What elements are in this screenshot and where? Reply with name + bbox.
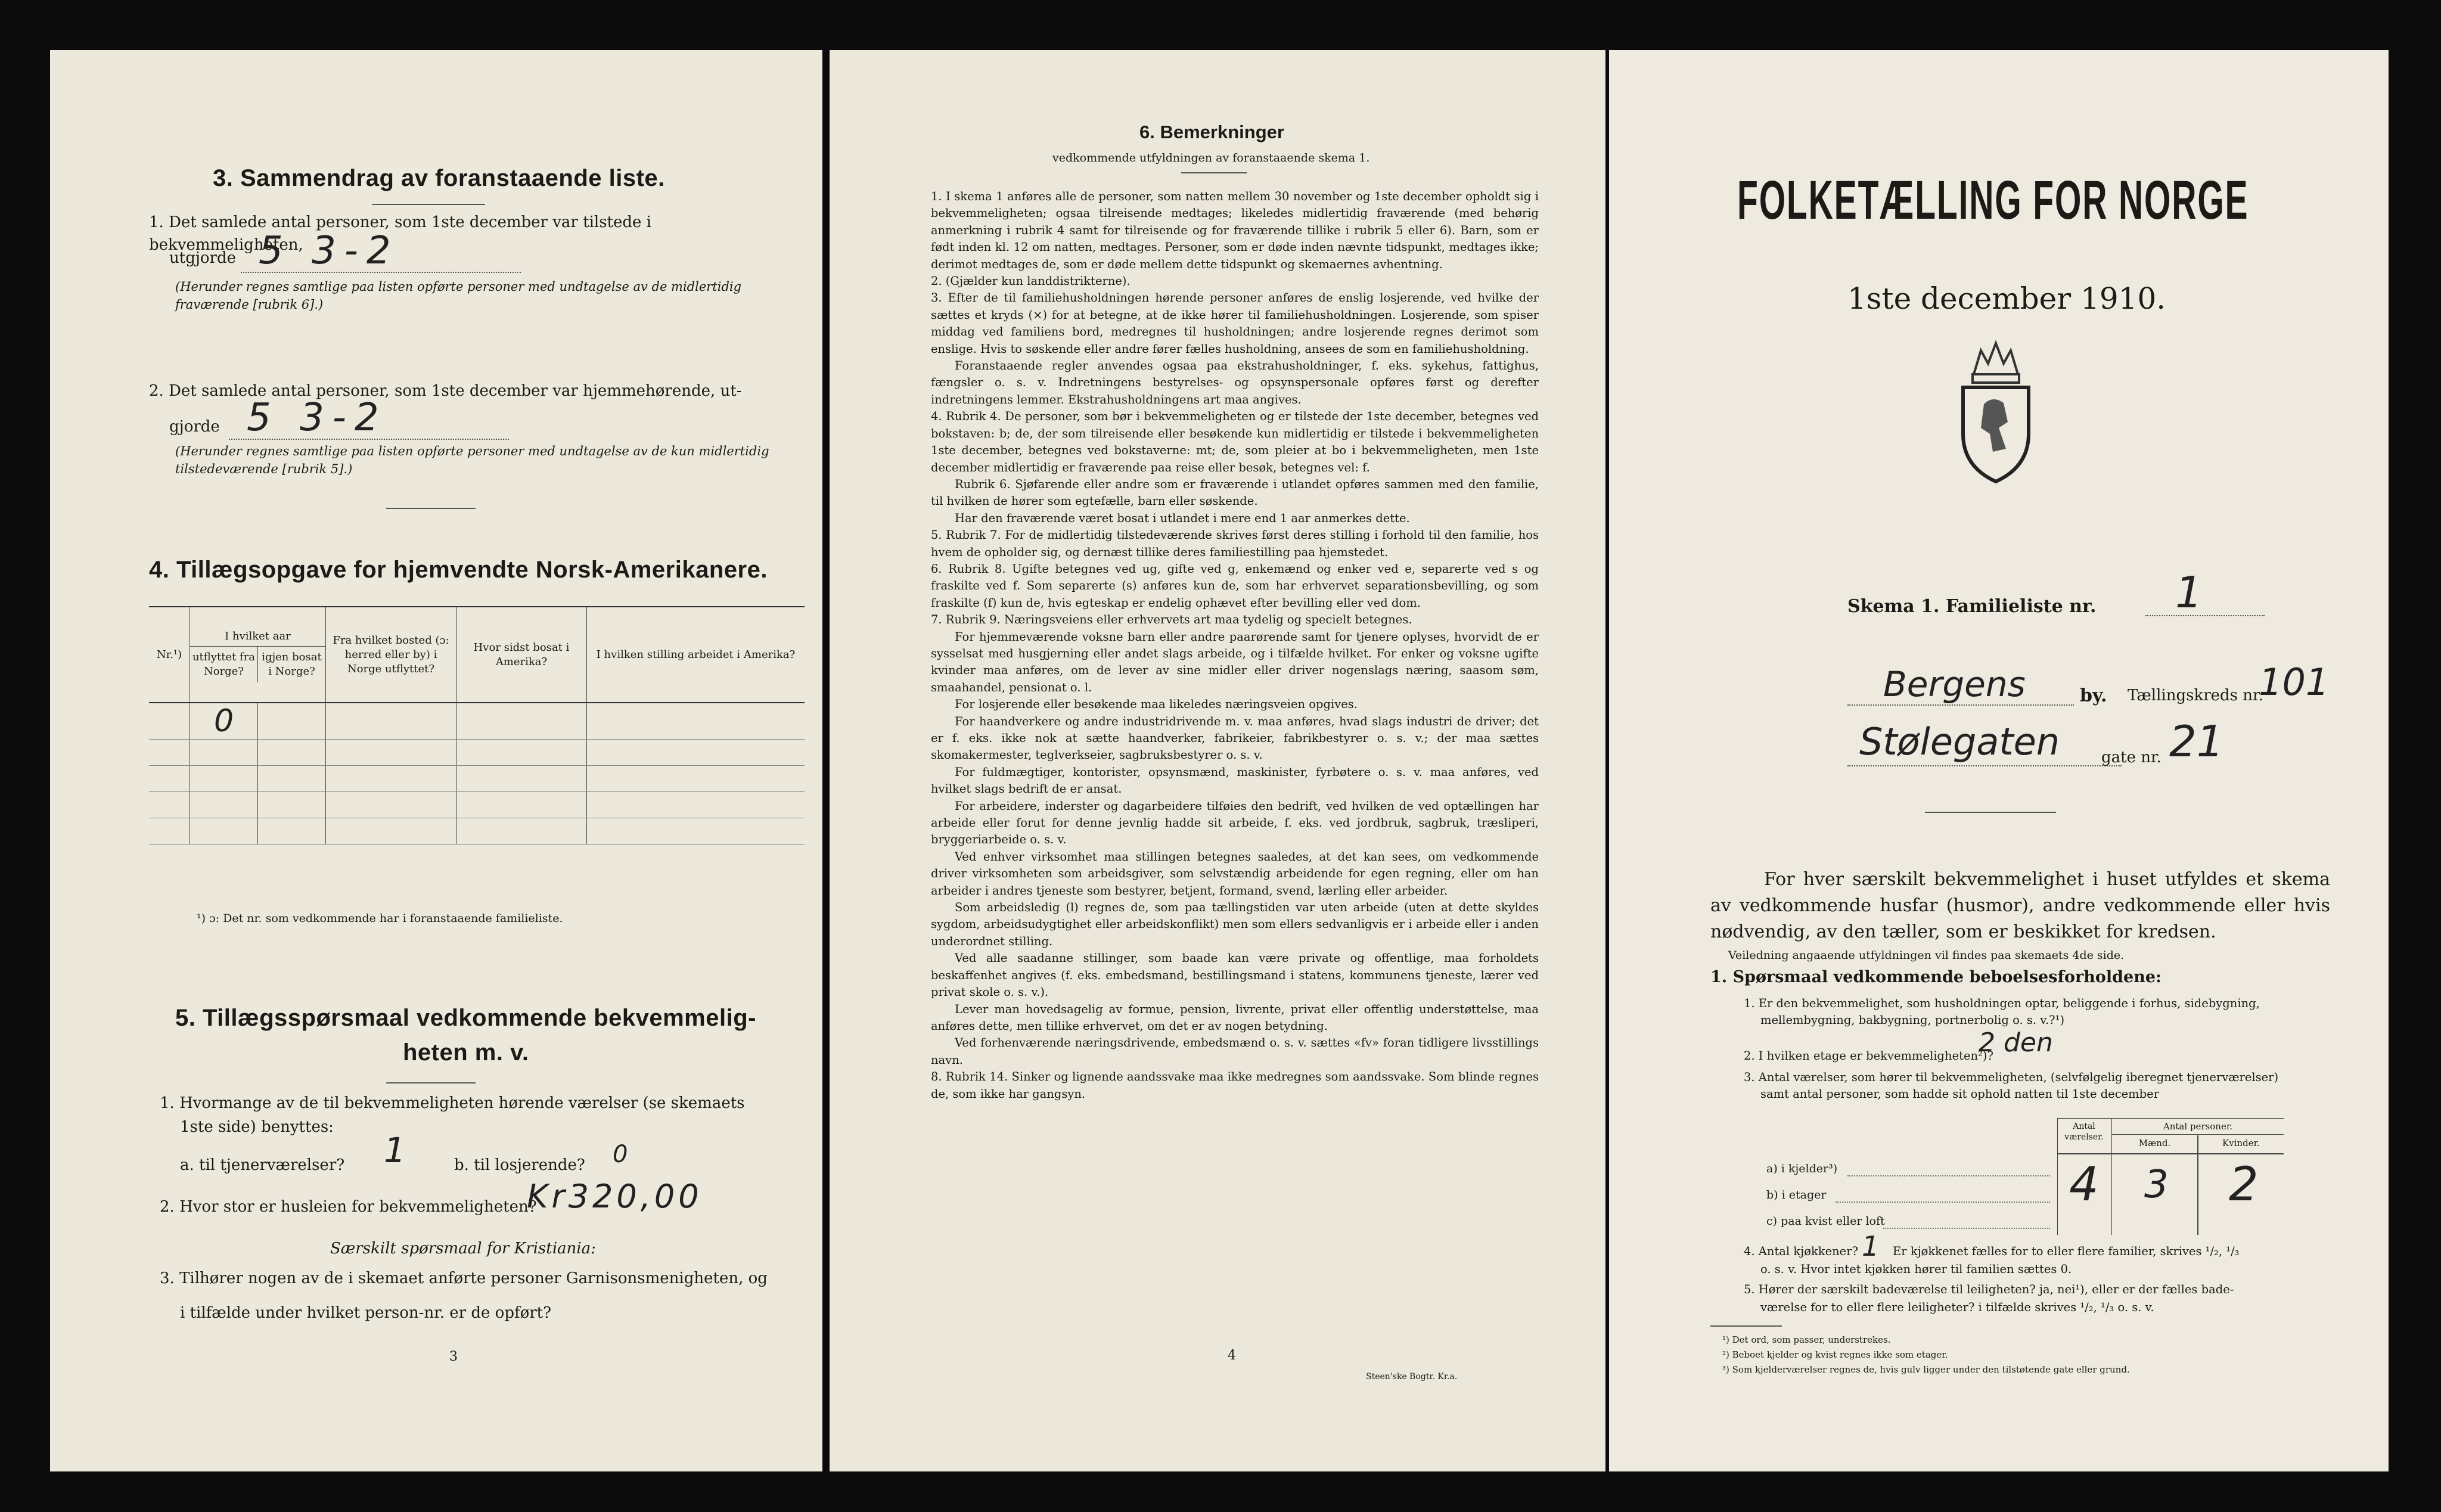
section-5-title-2: heten m. v. (403, 1039, 529, 1066)
footnote-2: ²) Beboet kjelder og kvist regnes ikke som etager. (1722, 1349, 1948, 1360)
bem-item: Lever man hovedsagelig av formue, pension, livrente, privat eller offentlig understøttelse, maa anføres dette, men tillike erhvervet, om det er av nogen betydning. (931, 1002, 1539, 1033)
q2-text: 2. Det samlede antal personer, som 1ste december var hjemmehørende, ut- (149, 382, 742, 400)
q2-note: (Herunder regnes samtlige paa listen opførte personer med undtagelse av de kun midlertidig tilstedeværende [rubrik 5].) (175, 444, 769, 476)
guide-text: Veiledning angaaende utfyldningen vil findes paa skemaets 4de side. (1728, 949, 2125, 962)
q2-value: 2 den (1979, 1027, 2053, 1058)
bem-item: Ved forhenværende næringsdrivende, embedsmænd o. s. v. sættes «fv» foran tidligere livsstillings navn. (931, 1036, 1539, 1067)
bem-item: Ved alle saadanne stillinger, som baade kan være private og offentlige, maa forholdets beskaffenhet angives (f. eks. embedsmand, bestillingsmand i statens, kommunens tjeneste, lærer ved privat skole o. s. v.). (931, 951, 1539, 999)
bem-item: 8. Rubrik 14. Sinker og lignende aandssvake maa ikke medregnes som aandssvake. Som blinde regnes de, som ikke har gangsyn. (931, 1070, 1539, 1101)
q4-label: 4. Antal kjøkkener? (1744, 1244, 1858, 1258)
bem-item: 3. Efter de til familiehusholdningen hørende personer anføres de enslig losjerende, ved hvilke der sættes et kryds (×) for at betegne, at de ikke hører til familiehusholdningen. Losjerende, som spiser middag ved familiens bord, medregnes til husholdningen; andre losjerende regnes derimot som enslige. Hvis to søskende eller andre fører fælles husholdning, ansees de som en familiehusholdning. (931, 291, 1539, 356)
footnote-1: ¹) Det ord, som passer, understrekes. (1722, 1334, 1891, 1345)
by-line (1847, 704, 2074, 706)
kreds-label: Tællingskreds nr. (2128, 687, 2263, 704)
s5-q3-line1: 3. Tilhører nogen av de i skemaet anførte personer Garnisonsmenigheten, og (160, 1269, 768, 1287)
s5-kristiania: Særskilt spørsmaal for Kristiania: (330, 1240, 596, 1258)
row-c: c) paa kvist eller loft (1766, 1215, 1885, 1228)
bemerkninger-subtitle: vedkommende utfyldningen av foranstaaende skema 1. (1052, 151, 1370, 164)
rooms-value: 4 (2069, 1158, 2099, 1212)
dotted-line (1847, 1175, 2050, 1176)
form-title: FOLKETÆLLING FOR NORGE (1737, 170, 2249, 231)
page-3 (50, 50, 822, 1471)
col-igjen-bosat: igjen bosat i Norge? (262, 651, 322, 678)
q2-label: gjorde (169, 418, 220, 436)
bem-item: 5. Rubrik 7. For de midlertidig tilstedeværende skrives først deres stilling i forhold til den familie, hos hvem de opholder sig, og dernæst tillike deres familiestilling paa hjemstedet. (931, 528, 1539, 559)
s5-q2-label: 2. Hvor stor er husleien for bekvemmeligheten? (160, 1198, 537, 1216)
bemerkninger-list (931, 188, 1539, 1103)
s5-q1a-value: 1 (384, 1130, 406, 1171)
bem-item: 7. Rubrik 9. Næringsveiens eller erhvervets art maa tydelig og specielt betegnes. (931, 613, 1412, 627)
bem-item: 6. Rubrik 8. Ugifte betegnes ved ug, gifte ved g, enkemænd og enker ved e, separerte ved s og fraskilte ved f. Som separerte (s) anføres kun de, som har erhvervet separationsbevilling, og som fraskilte (f) kun de, hvis egteskap er endelig ophævet efter bevilling eller ved dom. (931, 561, 1539, 610)
col-bosted: Fra hvilket bosted (ɔ: herred eller by) i Norge utflyttet? (326, 607, 456, 703)
skema-label: Skema 1. Familieliste nr. (1847, 596, 2097, 617)
q-block (1744, 995, 2260, 1029)
bem-item: For losjerende eller besøkende maa likeledes næringsveien opgives. (955, 697, 1358, 712)
col-group-year (190, 607, 326, 703)
footnote-rule (1710, 1325, 1782, 1327)
intro-text: For hver særskilt bekvemmelighet i huset utfyldes et skema av vedkommende husfar (husmor), andre vedkommende eller hvis nødvendig, av den tæller, som er beskikket for kredsen. (1710, 869, 2330, 942)
section-3-title: 3. Sammendrag av foranstaaende liste. (213, 165, 665, 191)
q4-value: 1 (1862, 1230, 1880, 1262)
bem-item: 1. I skema 1 anføres alle de personer, som natten mellem 30 november og 1ste december opholdt sig i bekvemmeligheten; ogsaa tilreisende medtages; likeledes midlertidig fraværende (med behørig anmerkning i rubrik 4 samt for tilreisende og for fraværende tillike i rubrik 5 eller 6). Barn, som er født inden kl. 12 om natten, medtages. Personer, som er døde inden nævnte tidspunkt, medtages ikke; derimot medtages de, som er døde mellem dette tidspunkt og skemaernes avhentning. (931, 190, 1539, 271)
questions-title: 1. Spørsmaal vedkommende beboelsesforholdene: (1710, 968, 2162, 986)
dotted-line (1883, 1228, 2050, 1229)
men-value: 3 (2144, 1163, 2169, 1207)
bem-item: 4. Rubrik 4. De personer, som bør i bekvemmeligheten og er tilstede der 1ste december, betegnes ved bokstaven: b; de, der som tilreisende eller besøkende kun midlertidig er tilstede i bekvemmeligheten 1ste december, betegnes ved bokstaverne: mt; de, som pleier at bo i bekvemmeligheten, men 1ste december midlertidig er fraværende paa reise eller besøk, betegnes vel: f. (931, 409, 1539, 474)
col-stilling: I hvilken stilling arbeidet i Amerika? (587, 607, 805, 703)
col-amerika-bosat: Hvor sidst bosat i Amerika? (456, 607, 587, 703)
s5-q1b-value: 0 (613, 1141, 628, 1168)
divider (386, 1082, 476, 1083)
q5-line2: værelse for to eller flere leiligheter? i tilfælde skrives ¹/₂, ¹/₃ o. s. v. (1760, 1300, 2154, 1314)
norsk-amerikanere-table (149, 607, 805, 845)
women-value: 2 (2229, 1158, 2259, 1212)
form-date: 1ste december 1910. (1847, 281, 2166, 316)
s5-q1-line1: 1. Hvormange av de til bekvemmeligheten hørende værelser (se skemaets (160, 1094, 745, 1112)
col-women: Kvinder. (2222, 1138, 2260, 1148)
q1-label: utgjorde (169, 249, 237, 267)
table-row (149, 818, 805, 845)
q1-line1: 1. Er den bekvemmelighet, som husholdningen optar, beliggende i forhus, sidebygning, (1744, 996, 2260, 1010)
table-footnote: ¹) ɔ: Det nr. som vedkommende har i foranstaaende familieliste. (197, 912, 563, 925)
s5-q3-line2: i tilfælde under hvilket person-nr. er de opført? (180, 1304, 552, 1322)
q1-note: (Herunder regnes samtlige paa listen opførte personer med undtagelse av de midlertidig fraværende [rubrik 6].) (175, 280, 742, 312)
row-b: b) i etager (1766, 1188, 1827, 1201)
printer-mark: Steen'ske Bogtr. Kr.a. (1366, 1372, 1458, 1381)
col-group-year-label: I hvilket aar (190, 627, 325, 647)
s5-q2-value: Kr320,00 (527, 1178, 703, 1215)
q4-line2: o. s. v. Hvor intet kjøkken hører til familien sættes 0. (1760, 1262, 2072, 1276)
col-rooms: Antal værelser. (2064, 1122, 2104, 1142)
by-label: by. (2080, 685, 2107, 706)
s5-q1a-label: a. til tjenerværelser? (180, 1156, 345, 1174)
q3-block (1744, 1069, 2278, 1103)
q2-value: 5 3-2 (247, 396, 387, 440)
table-row (149, 740, 805, 766)
q3-line1: 3. Antal værelser, som hører til bekvemmeligheten, (selvfølgelig iberegnet tjenerværelser) (1744, 1070, 2279, 1084)
s5-q1b-label: b. til losjerende? (454, 1156, 585, 1174)
section-4-title: 4. Tillægsopgave for hjemvendte Norsk-Amerikanere. (149, 557, 768, 583)
gate-nr-value: 21 (2169, 716, 2224, 766)
row-a: a) i kjelder³) (1766, 1162, 1838, 1175)
skema-value: 1 (2175, 567, 2203, 617)
bem-item: For fuldmægtiger, kontorister, opsynsmænd, maskinister, fyrbøtere o. s. v. maa anføres, ved hvilket slags bedrift de er ansat. (931, 765, 1539, 796)
s5-q1-line2: 1ste side) benyttes: (180, 1118, 334, 1136)
bem-item: For haandverkere og andre industridrivende m. v. maa anføres, hvad slags industri de driver; det er f. eks. ikke nok at sætte haandverker, fabrikeier, fabrikbestyrer o. s. v.; der maa sættes skomakermester, teglverkseier, sagbruksbestyrer o. s. v. (931, 714, 1539, 762)
q3-line2: samt antal personer, som hadde sit ophold natten til 1ste december (1760, 1087, 2160, 1101)
dotted-line (1836, 1201, 2050, 1203)
bem-item: 2. (Gjælder kun landdistrikterne). (931, 274, 1131, 288)
q1-line2: mellembygning, bakbygning, portnerbolig o. s. v.?¹) (1760, 1013, 2065, 1027)
section-5-title-1: 5. Tillægsspørsmaal vedkommende bekvemmelig- (175, 1005, 756, 1031)
table-row (149, 703, 805, 740)
by-value: Bergens (1883, 664, 2026, 704)
q1-value: 5 3-2 (259, 229, 399, 273)
q1-text: 1. Det samlede antal personer, som 1ste december var tilstede i bekvemmeligheten, (149, 213, 651, 254)
bem-item: Har den fraværende været bosat i utlandet i mere end 1 aar anmerkes dette. (955, 511, 1410, 525)
gate-line (1847, 765, 2122, 766)
col-utflyttet: utflyttet fra Norge? (190, 647, 258, 682)
q2-label: 2. I hvilken etage er bekvemmeligheten²)? (1744, 1049, 1993, 1063)
page-number: 4 (1228, 1348, 1236, 1363)
divider (372, 204, 485, 205)
q5-line1: 5. Hører der særskilt badeværelse til leiligheten? ja, nei¹), eller er der fælles bade- (1744, 1283, 2234, 1296)
col-nr: Nr.¹) (149, 607, 190, 703)
gate-label: gate nr. (2101, 749, 2162, 766)
divider (1925, 812, 2056, 813)
footnote-3: ³) Som kjelderværelser regnes de, hvis gulv ligger under den tilstøtende gate eller grund. (1722, 1364, 2130, 1375)
bem-item: Foranstaaende regler anvendes ogsaa paa ekstrahusholdninger, f. eks. sykehus, fattighus, fængsler o. s. v. Indretningens bestyrelses- og opsynspersonale opføres først og derefter indretningens lemmer. Ekstrahusholdningens art maa angives. (931, 359, 1539, 406)
skema-line (2145, 615, 2265, 616)
col-men: Mænd. (2138, 1138, 2171, 1148)
divider (1181, 172, 1247, 173)
table-row (149, 792, 805, 818)
page-1 (1609, 50, 2389, 1471)
rooms-persons-table (2057, 1118, 2284, 1235)
bem-item: For arbeidere, inderster og dagarbeidere tilføies den bedrift, ved hvilken de ved optællingen har arbeide eller forut for denne jevnlig hadde sit arbeide, f. eks. ved jordbruk, sagbruk, træsliperi, bryggeriarbeide o. s. v. (931, 799, 1539, 847)
page-number: 3 (449, 1349, 458, 1364)
footnotes (1722, 1333, 2130, 1377)
page-4 (830, 50, 1605, 1471)
gate-value: Stølegaten (1859, 720, 2060, 763)
table-row (149, 766, 805, 792)
table-first-value: 0 (213, 703, 234, 739)
bem-item: Ved enhver virksomhet maa stillingen betegnes saaledes, at det kan sees, om vedkommende driver virksomheten som arbeidsgiver, som selvstændig arbeidende for egen regning, eller om han arbeider i andres tjeneste som bestyrer, betjent, formand, svend, lærling eller arbeider. (931, 849, 1539, 898)
bem-item: For hjemmeværende voksne barn eller andre paarørende samt for tjenere oplyses, hvorvidt de er sysselsat med husgjerning eller andet slags arbeide, og i tilfælde hvilket. For enker og voksne ugifte kvinder maa anføres, om de lever av sine midler eller driver nogenslags næring, saasom søm, smaahandel, pensionat o. l. (931, 629, 1539, 694)
coat-of-arms-icon (1957, 339, 2035, 488)
bemerkninger-title: 6. Bemerkninger (1139, 122, 1284, 142)
q4-rest: Er kjøkkenet fælles for to eller flere familier, skrives ¹/₂, ¹/₃ (1893, 1244, 2240, 1258)
bem-item: Rubrik 6. Sjøfarende eller andre som er fraværende i utlandet opføres sammen med den familie, til hvilken de hører som egtefælle, barn eller søskende. (931, 477, 1539, 508)
col-persons: Antal personer. (2112, 1121, 2284, 1135)
bem-item: Som arbeidsledig (l) regnes de, som paa tællingstiden var uten arbeide (uten at dette skyldes sygdom, arbeidsudygtighet eller arbeidskonflikt) men som ellers sedvanligvis er i arbeide eller i anden underordnet stilling. (931, 901, 1539, 948)
divider (386, 508, 476, 509)
kreds-value: 101 (2259, 660, 2330, 704)
